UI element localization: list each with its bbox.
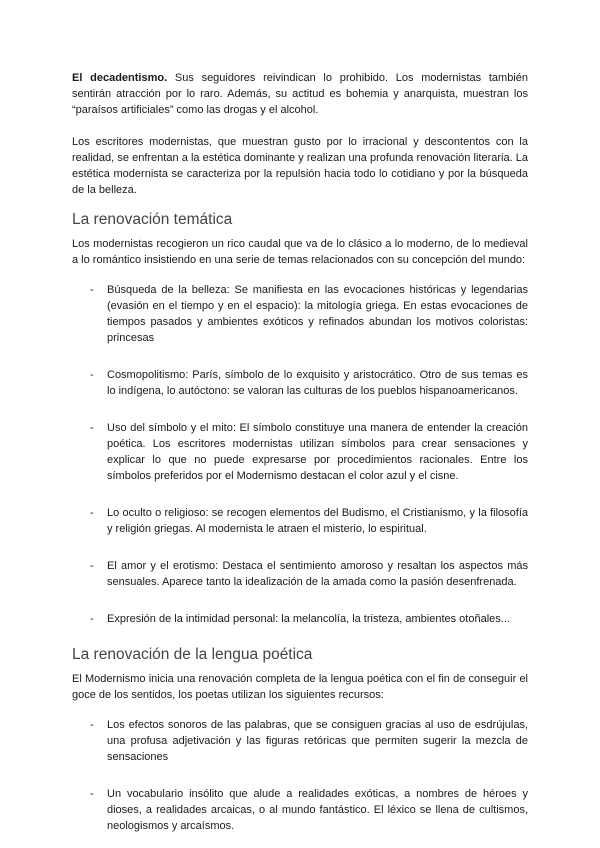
list-item bbox=[90, 420, 528, 484]
bullet-dash: - bbox=[90, 719, 94, 731]
list-item bbox=[90, 717, 528, 765]
list-item-text: Búsqueda de la belleza: Se manifiesta en las evocaciones históricas y legendarias (evasión en el tiempo y en el espacio): la mitología griega. En estas evocaciones de tiempos pasados y ambientes exóticos y refinados abundan los motivos coloristas: princesas bbox=[107, 284, 528, 344]
list-item bbox=[90, 282, 528, 346]
bullet-dash: - bbox=[90, 613, 94, 625]
list-item bbox=[90, 558, 528, 590]
bullet-dash: - bbox=[90, 507, 94, 519]
list-item bbox=[90, 367, 528, 399]
list-item bbox=[90, 611, 528, 627]
list-item-text: Lo oculto o religioso: se recogen elementos del Budismo, el Cristianismo, y la filosofía y religión griegas. Al modernista le atraen el misterio, lo espiritual. bbox=[107, 507, 528, 535]
list-item-text: Un vocabulario insólito que alude a realidades exóticas, a nombres de héroes y dioses, a realidades arcaicas, o al mundo fantástico. El léxico se llena de cultismos, neologismos y arcaísmos. bbox=[107, 788, 528, 832]
decadentismo-text: Sus seguidores reivindican lo prohibido. Los modernistas también sentirán atracción por lo raro. Además, su actitud es bohemia y anarquista, muestran los “paraísos artificiales” como las drogas y el alcohol. bbox=[72, 72, 528, 116]
bullet-dash: - bbox=[90, 788, 94, 800]
list-item bbox=[90, 786, 528, 834]
list-item-text: Los efectos sonoros de las palabras, que se consiguen gracias al uso de esdrújulas, una profusa adjetivación y las figuras retóricas que permiten sugerir la mezcla de sensaciones bbox=[107, 719, 528, 763]
list-item bbox=[90, 505, 528, 537]
list-item-text: Expresión de la intimidad personal: la melancolía, la tristeza, ambientes otoñales... bbox=[107, 613, 510, 625]
list-item-text: El amor y el erotismo: Destaca el sentimiento amoroso y resaltan los aspectos más sensuales. Aparece tanto la idealización de la amada como la pasión desenfrenada. bbox=[107, 560, 528, 588]
bullet-dash: - bbox=[90, 284, 94, 296]
decadentismo-term: El decadentismo. bbox=[72, 72, 168, 84]
tematica-intro-paragraph: Los modernistas recogieron un rico caudal que va de lo clásico a lo moderno, de lo medieval a lo romántico insistiendo en una serie de temas relacionados con su concepción del mundo: bbox=[72, 238, 528, 266]
section-heading-tematica: La renovación temática bbox=[72, 211, 233, 228]
list-item-text: Cosmopolitismo: París, símbolo de lo exquisito y aristocrático. Otro de sus temas es lo indígena, lo autóctono: se valoran las culturas de los pueblos hispanoamericanos. bbox=[107, 369, 528, 397]
lengua-intro-paragraph: El Modernismo inicia una renovación completa de la lengua poética con el fin de conseguir el goce de los sentidos, los poetas utilizan los siguientes recursos: bbox=[72, 673, 528, 701]
section-heading-lengua: La renovación de la lengua poética bbox=[72, 646, 313, 663]
decadentismo-paragraph bbox=[72, 70, 528, 118]
bullet-dash: - bbox=[90, 560, 94, 572]
list-item-text: Uso del símbolo y el mito: El símbolo constituye una manera de entender la creación poética. Los escritores modernistas utilizan símbolos para crear sensaciones y explicar lo que no puede expresarse por procedimientos racionales. Entre los símbolos preferidos por el Modernismo destacan el color azul y el cisne. bbox=[107, 422, 528, 482]
bullet-dash: - bbox=[90, 369, 94, 381]
language-resources-list bbox=[72, 717, 528, 834]
bullet-dash: - bbox=[90, 422, 94, 434]
modernist-writers-paragraph: Los escritores modernistas, que muestran gusto por lo irracional y descontentos con la realidad, se enfrentan a la estética dominante y realizan una profunda renovación literaria. La estética modernista se caracteriza por la repulsión hacia todo lo cotidiano y por la búsqueda de la belleza. bbox=[72, 136, 528, 196]
theme-list bbox=[72, 282, 528, 627]
